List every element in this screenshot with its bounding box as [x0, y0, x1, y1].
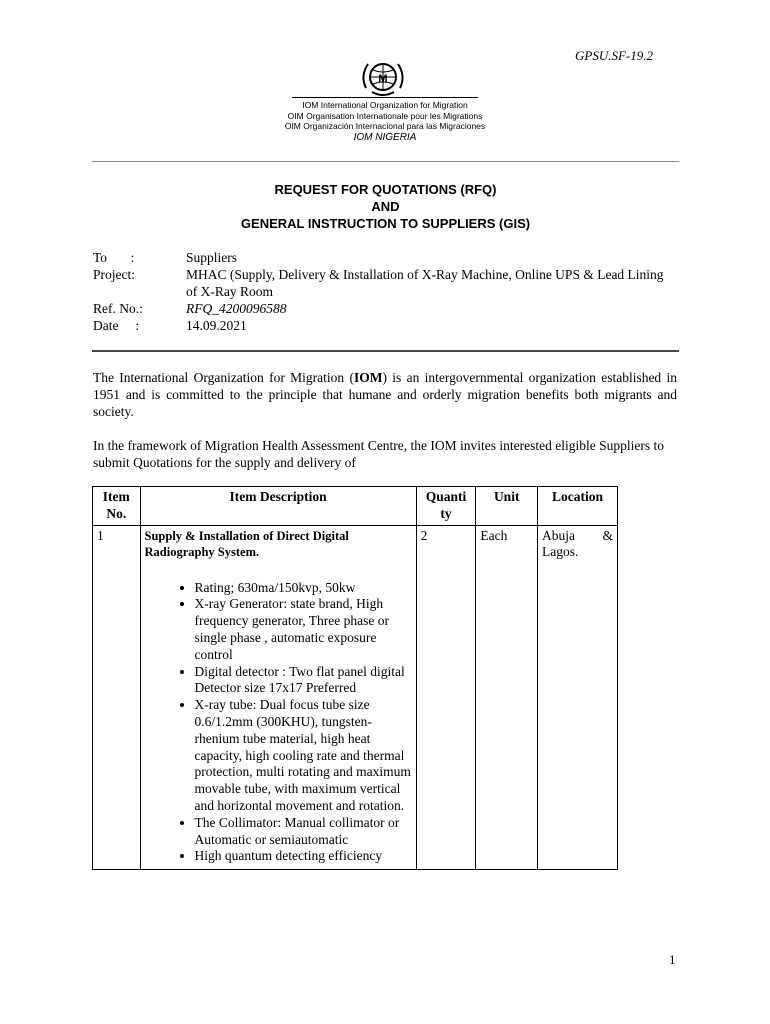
spec-item: • X-ray Generator: state brand, High frequency generator, Three phase or single phase , automatic exposure control [195, 596, 412, 663]
cell-unit: Each [476, 525, 538, 870]
document-title [92, 181, 679, 232]
header-location: Location [538, 487, 618, 526]
location-line-1 [542, 528, 613, 545]
framework-paragraph: In the framework of Migration Health Assessment Centre, the IOM invites interested eligible Suppliers to submit Quotations for the supply and delivery of [93, 438, 665, 470]
title-line-2: AND [371, 199, 400, 214]
cell-location [538, 525, 618, 870]
svg-text:M: M [378, 73, 388, 85]
intro-paragraph [93, 369, 677, 420]
date-label: Date : [93, 318, 140, 333]
title-line-3: GENERAL INSTRUCTION TO SUPPLIERS (GIS) [240, 216, 531, 231]
page-number: 1 [669, 952, 676, 967]
org-name-fr: OIM Organisation Internationale pour les Migrations [287, 110, 483, 121]
table-row [93, 525, 618, 870]
to-label: To : [93, 250, 135, 265]
to-value: Suppliers [186, 250, 238, 265]
logo-divider [292, 97, 478, 98]
cell-description [140, 525, 416, 870]
org-name-en: IOM International Organization for Migration [302, 100, 468, 110]
meta-date [93, 317, 666, 334]
title-line-1: REQUEST FOR QUOTATIONS (RFQ) [274, 182, 497, 197]
cell-quantity: 2 [416, 525, 476, 870]
item-title: Supply & Installation of Direct Digital Radiography System. [144, 528, 349, 559]
table-header-row [93, 487, 618, 526]
meta-ref [93, 300, 666, 317]
intro-bold-iom: IOM [353, 370, 383, 385]
ref-value: RFQ_4200096588 [186, 301, 287, 316]
org-name-es: OIM Organización Internacional para las Migraciones [284, 121, 486, 131]
header-item-no: Item No. [93, 487, 141, 526]
rfq-meta [93, 249, 666, 334]
location-ampersand: & [602, 527, 613, 543]
spec-item: • The Collimator: Manual collimator or Automatic or semiautomatic [195, 815, 412, 849]
meta-to [93, 249, 666, 266]
meta-project [93, 266, 666, 300]
spec-item: • Rating; 630ma/150kvp, 50kw [195, 580, 412, 597]
project-label: Project: [93, 267, 135, 282]
date-value: 14.09.2021 [186, 318, 247, 333]
intro-post: ) is an intergovernmental organization established in 1951 and is committed to the principle that humane and orderly migration benefits both migrants and society. [93, 370, 677, 419]
spec-list [145, 580, 412, 866]
meta-divider [92, 350, 679, 352]
cell-item-no: 1 [93, 525, 141, 870]
location-lagos: Lagos. [542, 544, 579, 560]
iom-logo-icon [358, 58, 408, 98]
location-abuja: Abuja [542, 527, 576, 543]
org-country: IOM NIGERIA [353, 132, 417, 143]
header-unit: Unit [476, 487, 538, 526]
project-value: MHAC (Supply, Delivery & Installation of X-Ray Machine, Online UPS & Lead Lining of X-Ray Room [186, 267, 664, 299]
header-quantity: Quanti ty [416, 487, 476, 526]
form-code: GPSU.SF-19.2 [575, 48, 653, 63]
spec-item: • X-ray tube: Dual focus tube size 0.6/1.2mm (300KHU), tungsten-rhenium tube material, high heat capacity, high cooling rate and thermal protection, multi rotating and maximum movable tube, with maximum vertical and horizontal movement and rotation. [195, 697, 412, 815]
items-table [92, 486, 618, 870]
intro-pre: The International Organization for Migration ( [93, 370, 354, 385]
header-description: Item Description [140, 487, 416, 526]
ref-label: Ref. No.: [93, 301, 143, 316]
org-names [280, 100, 490, 132]
header-divider [92, 161, 679, 162]
spec-item: • Digital detector : Two flat panel digital Detector size 17x17 Preferred [195, 664, 412, 698]
spec-item: • High quantum detecting efficiency [195, 848, 412, 865]
